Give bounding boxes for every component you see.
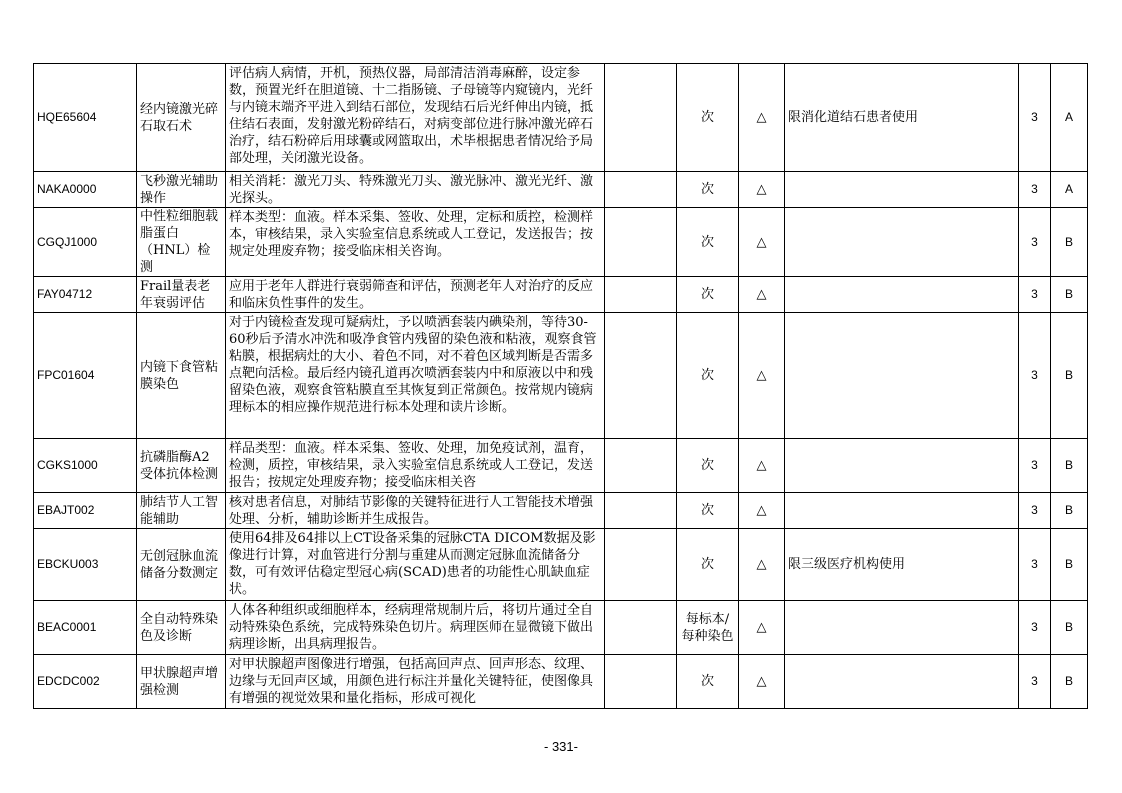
row-category: B xyxy=(1051,529,1088,601)
row-excluded-content xyxy=(605,439,677,493)
table-row xyxy=(34,313,1088,439)
row-unit: 每标本/每种染色 xyxy=(677,601,739,655)
row-code: CGQJ1000 xyxy=(34,208,137,277)
row-description: 核对患者信息，对肺结节影像的关键特征进行人工智能技术增强处理、分析，辅助诊断并生成报告。 xyxy=(226,493,605,529)
row-note: 限消化道结石患者使用 xyxy=(785,64,1019,172)
row-description: 对于内镜检查发现可疑病灶，予以喷洒套装内碘染剂，等待30-60秒后予清水冲洗和吸净食管内残留的染色液和粘液，观察食管粘膜，根据病灶的大小、着色不同，对不着色区域判断是否需多点靶向活检。最后经内镜孔道再次喷洒套装内中和原液以中和残留染色液，观察食管粘膜直至其恢复到正常颜色。按常规内镜病理标本的相应操作规范进行标本处理和读片诊断。 xyxy=(226,313,605,439)
row-category: A xyxy=(1051,172,1088,208)
row-category: B xyxy=(1051,601,1088,655)
row-unit: 次 xyxy=(677,529,739,601)
row-excluded-content xyxy=(605,655,677,709)
row-level: 3 xyxy=(1019,277,1051,313)
row-name: Frail量表老年衰弱评估 xyxy=(137,277,226,313)
table-row xyxy=(34,277,1088,313)
row-level: 3 xyxy=(1019,439,1051,493)
row-excluded-content xyxy=(605,601,677,655)
row-code: NAKA0000 xyxy=(34,172,137,208)
row-level: 3 xyxy=(1019,529,1051,601)
table-row xyxy=(34,439,1088,493)
row-mark: △ xyxy=(739,529,785,601)
row-category: B xyxy=(1051,313,1088,439)
row-note xyxy=(785,601,1019,655)
row-level: 3 xyxy=(1019,313,1051,439)
fee-items-table xyxy=(33,63,1088,709)
row-level: 3 xyxy=(1019,601,1051,655)
row-mark: △ xyxy=(739,277,785,313)
row-unit: 次 xyxy=(677,64,739,172)
row-level: 3 xyxy=(1019,655,1051,709)
table-row xyxy=(34,208,1088,277)
row-note xyxy=(785,493,1019,529)
row-name: 甲状腺超声增强检测 xyxy=(137,655,226,709)
table-row xyxy=(34,64,1088,172)
row-category: B xyxy=(1051,277,1088,313)
row-description: 对甲状腺超声图像进行增强，包括高回声点、回声形态、纹理、边缘与无回声区域，用颜色进行标注并量化关键特征，使图像具有增强的视觉效果和量化指标，形成可视化 xyxy=(226,655,605,709)
row-excluded-content xyxy=(605,208,677,277)
row-note xyxy=(785,655,1019,709)
table-row xyxy=(34,655,1088,709)
row-description: 应用于老年人群进行衰弱筛查和评估，预测老年人对治疗的反应和临床负性事件的发生。 xyxy=(226,277,605,313)
row-unit: 次 xyxy=(677,208,739,277)
row-category: B xyxy=(1051,493,1088,529)
row-mark: △ xyxy=(739,493,785,529)
table-row xyxy=(34,601,1088,655)
row-unit: 次 xyxy=(677,313,739,439)
row-description: 样本类型：血液。样本采集、签收、处理，定标和质控，检测样本，审核结果，录入实验室信息系统或人工登记，发送报告；按规定处理废弃物；接受临床相关咨询。 xyxy=(226,208,605,277)
row-name: 肺结节人工智能辅助 xyxy=(137,493,226,529)
row-note: 限三级医疗机构使用 xyxy=(785,529,1019,601)
row-note xyxy=(785,277,1019,313)
row-code: CGKS1000 xyxy=(34,439,137,493)
row-excluded-content xyxy=(605,529,677,601)
table-row xyxy=(34,529,1088,601)
row-excluded-content xyxy=(605,277,677,313)
row-unit: 次 xyxy=(677,439,739,493)
row-note xyxy=(785,208,1019,277)
row-mark: △ xyxy=(739,64,785,172)
row-unit: 次 xyxy=(677,655,739,709)
row-unit: 次 xyxy=(677,493,739,529)
row-level: 3 xyxy=(1019,64,1051,172)
row-code: EDCDC002 xyxy=(34,655,137,709)
row-category: B xyxy=(1051,208,1088,277)
row-excluded-content xyxy=(605,64,677,172)
row-mark: △ xyxy=(739,313,785,439)
row-description: 使用64排及64排以上CT设备采集的冠脉CTA DICOM数据及影像进行计算，对血管进行分割与重建从而测定冠脉血流储备分数，可有效评估稳定型冠心病(SCAD)患者的功能性心肌缺血症状。 xyxy=(226,529,605,601)
row-mark: △ xyxy=(739,172,785,208)
row-note xyxy=(785,172,1019,208)
row-note xyxy=(785,439,1019,493)
row-code: BEAC0001 xyxy=(34,601,137,655)
row-code: EBAJT002 xyxy=(34,493,137,529)
row-mark: △ xyxy=(739,439,785,493)
row-unit: 次 xyxy=(677,172,739,208)
row-note xyxy=(785,313,1019,439)
row-level: 3 xyxy=(1019,493,1051,529)
row-mark: △ xyxy=(739,208,785,277)
row-excluded-content xyxy=(605,313,677,439)
row-excluded-content xyxy=(605,172,677,208)
row-name: 无创冠脉血流储备分数测定 xyxy=(137,529,226,601)
row-description: 评估病人病情，开机，预热仪器，局部清洁消毒麻醉，设定参数，预置光纤在胆道镜、十二指肠镜、子母镜等内窥镜内，光纤与内镜末端齐平进入到结石部位，发现结石后光纤伸出内镜，抵住结石表面，发射激光粉碎结石，对病变部位进行脉冲激光碎石治疗，结石粉碎后用球囊或网篮取出，术毕根据患者情况给予局部处理，关闭激光设备。 xyxy=(226,64,605,172)
row-description: 人体各种组织或细胞样本，经病理常规制片后，将切片通过全自动特殊染色系统，完成特殊染色切片。病理医师在显微镜下做出病理诊断，出具病理报告。 xyxy=(226,601,605,655)
row-mark: △ xyxy=(739,655,785,709)
row-unit: 次 xyxy=(677,277,739,313)
row-category: B xyxy=(1051,655,1088,709)
row-mark: △ xyxy=(739,601,785,655)
row-code: FPC01604 xyxy=(34,313,137,439)
row-level: 3 xyxy=(1019,172,1051,208)
row-name: 抗磷脂酶A2受体抗体检测 xyxy=(137,439,226,493)
row-name: 飞秒激光辅助操作 xyxy=(137,172,226,208)
row-code: EBCKU003 xyxy=(34,529,137,601)
row-description: 相关消耗：激光刀头、特殊激光刀头、激光脉冲、激光光纤、激光探头。 xyxy=(226,172,605,208)
row-description: 样品类型：血液。样本采集、签收、处理，加免疫试剂，温育，检测，质控，审核结果，录入实验室信息系统或人工登记，发送报告；按规定处理废弃物；接受临床相关咨 xyxy=(226,439,605,493)
row-name: 全自动特殊染色及诊断 xyxy=(137,601,226,655)
row-category: B xyxy=(1051,439,1088,493)
row-code: FAY04712 xyxy=(34,277,137,313)
row-name: 经内镜激光碎石取石术 xyxy=(137,64,226,172)
table-row xyxy=(34,172,1088,208)
row-level: 3 xyxy=(1019,208,1051,277)
row-excluded-content xyxy=(605,493,677,529)
row-code: HQE65604 xyxy=(34,64,137,172)
table-row xyxy=(34,493,1088,529)
row-category: A xyxy=(1051,64,1088,172)
page-number: - 331- xyxy=(544,739,578,754)
row-name: 中性粒细胞载脂蛋白（HNL）检测 xyxy=(137,208,226,277)
row-name: 内镜下食管粘膜染色 xyxy=(137,313,226,439)
